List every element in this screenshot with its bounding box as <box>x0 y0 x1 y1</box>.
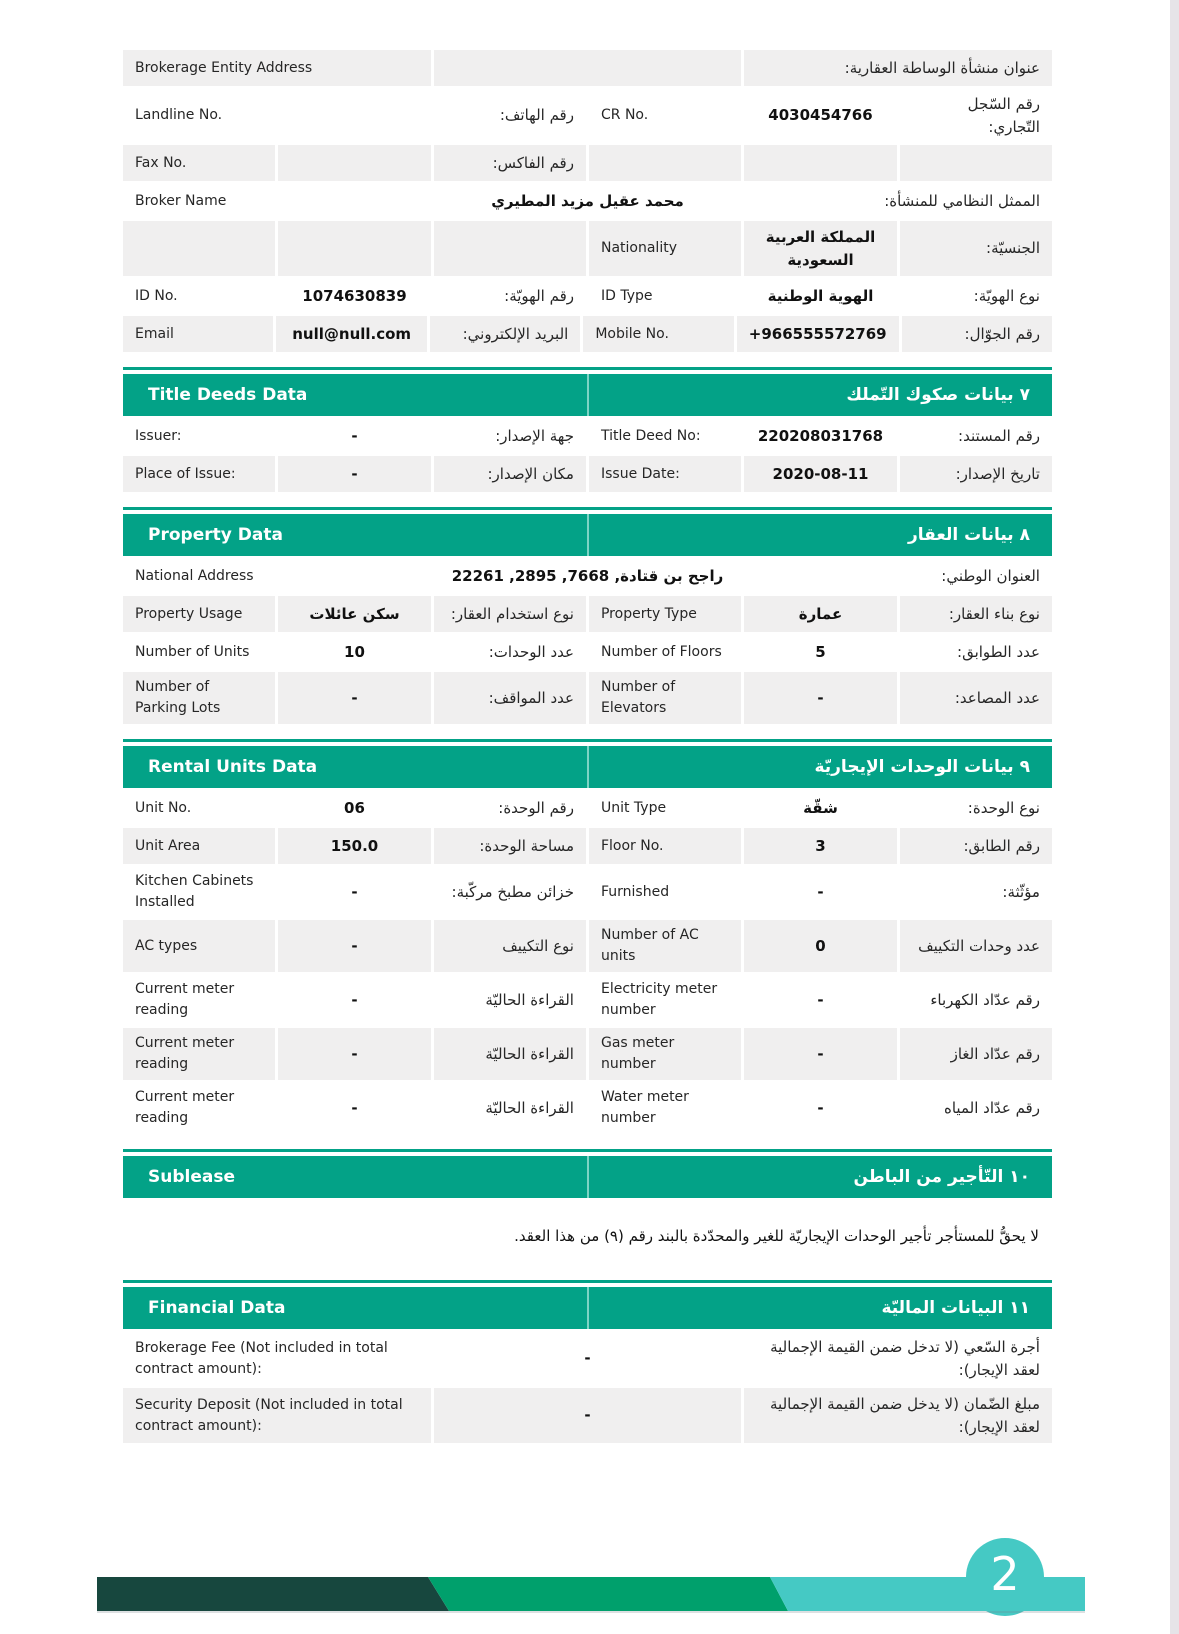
label-ar: نوع الهويّة: <box>973 286 1040 305</box>
label-en: ID No. <box>135 287 178 304</box>
section-title-ar: ١٠ التّأجير من الباطن <box>589 1156 1053 1198</box>
label-en: AC types <box>123 920 275 972</box>
value: null@null.com <box>276 316 426 352</box>
table-row <box>123 183 1052 219</box>
value <box>278 88 430 143</box>
section-topline <box>123 507 1052 510</box>
table-row <box>123 456 1052 492</box>
rental-units-table <box>123 790 1052 1134</box>
table-row <box>123 558 1052 594</box>
value: 06 <box>344 798 365 817</box>
section-title-en: Property Data <box>123 514 587 556</box>
label-ar: نوع استخدام العقار: <box>434 596 586 632</box>
section-title-en: Financial Data <box>123 1287 587 1329</box>
label-en: Floor No. <box>589 828 741 864</box>
table-row <box>123 418 1052 454</box>
label-ar: عدد المواقف: <box>434 672 586 724</box>
value: - <box>817 882 824 901</box>
value: - <box>351 882 358 901</box>
label-ar: خزائن مطبخ مركّبة: <box>451 882 574 901</box>
sublease-clause-text: لا يحقُّ للمستأجر تأجير الوحدات الإيجاريّة للغير والمحدّدة بالبند رقم (٩) من هذا العقد. <box>514 1227 1039 1245</box>
label-en: CR No. <box>600 107 649 123</box>
value <box>278 145 430 181</box>
table-row <box>123 974 1052 1026</box>
label-ar: رقم المستند: <box>958 426 1040 445</box>
label-ar: رقم عدّاد المياه <box>944 1098 1040 1117</box>
label-en: Electricity meter number <box>600 981 718 1018</box>
label-ar: الممثل النظامي للمنشأة: <box>884 191 1040 210</box>
label-en: Kitchen Cabinets Installed <box>135 873 254 910</box>
value: +966555572769 <box>737 316 899 352</box>
table-row <box>123 145 1052 181</box>
value: راجح بن قتادة, 7668, 2895, 22261 <box>451 566 724 585</box>
label-en: Property Type <box>589 596 741 632</box>
section-title-en: Sublease <box>123 1156 587 1198</box>
section-header <box>123 746 1052 788</box>
value: 1074630839 <box>302 286 407 305</box>
label-ar: مبلغ الضّمان (لا يدخل ضمن القيمة الإجمالية لعقد الإيجار): <box>744 1388 1052 1443</box>
value: 4030454766 <box>768 106 873 125</box>
table-row <box>123 221 1052 276</box>
label-en: Unit Type <box>600 799 667 816</box>
value: 5 <box>815 642 826 661</box>
value: - <box>744 672 896 724</box>
table-row <box>123 790 1052 826</box>
label-en: Issuer: <box>135 427 182 444</box>
value: 3 <box>744 828 896 864</box>
table-row <box>123 634 1052 670</box>
value: - <box>351 990 358 1009</box>
value: 150.0 <box>278 828 430 864</box>
value: - <box>817 990 824 1009</box>
section-sublease <box>123 1149 1052 1248</box>
label-ar: عنوان منشأة الوساطة العقارية: <box>744 50 1052 86</box>
table-row <box>123 1082 1052 1134</box>
table-row <box>123 1028 1052 1080</box>
label-ar: رقم الهويّة: <box>504 286 574 305</box>
label-en: Current meter reading <box>135 1089 235 1126</box>
section-topline <box>123 739 1052 742</box>
label-en: Unit Area <box>123 828 275 864</box>
label-ar: مؤثّثة: <box>1002 882 1040 901</box>
label-en: ID Type <box>600 287 653 304</box>
table-row <box>123 1388 1052 1443</box>
value: - <box>351 1098 358 1117</box>
label-en: Issue Date: <box>589 456 741 492</box>
section-title-ar: ٩ بيانات الوحدات الإيجاريّة <box>589 746 1053 788</box>
label-ar: عدد وحدات التكييف <box>900 920 1052 972</box>
value: 0 <box>744 920 896 972</box>
label-ar: رقم الطابق: <box>900 828 1052 864</box>
value: - <box>817 1098 824 1117</box>
label-en: Fax No. <box>123 145 275 181</box>
value: الهوية الوطنية <box>767 286 874 305</box>
section-property <box>123 507 1052 724</box>
label-en: Number of Floors <box>600 643 722 660</box>
label-ar: رقم الهاتف: <box>499 106 574 125</box>
value: شقّة <box>803 798 838 817</box>
value: - <box>278 456 430 492</box>
label-ar: رقم عدّاد الكهرباء <box>930 990 1040 1009</box>
label-en: Unit No. <box>135 799 192 816</box>
value: - <box>584 1349 591 1368</box>
label-ar: عدد الطوابق: <box>957 642 1040 661</box>
broker-info-table <box>123 50 1052 352</box>
label-ar <box>900 145 1052 181</box>
title-deeds-table <box>123 418 1052 492</box>
label-en: Current meter reading <box>135 981 235 1018</box>
label-en: National Address <box>135 567 254 584</box>
value <box>278 221 430 276</box>
value: محمد عقيل مزيد المطيري <box>491 191 684 210</box>
section-title-deeds <box>123 367 1052 492</box>
table-row <box>123 1331 1052 1386</box>
label-ar: رقم عدّاد الغاز <box>900 1028 1052 1080</box>
label-ar: رقم السّجل التّجاري: <box>967 95 1040 136</box>
label-en: Number of AC units <box>589 920 741 972</box>
section-title-en: Title Deeds Data <box>123 374 587 416</box>
value: 2020-08-11 <box>744 456 896 492</box>
section-title-ar: ١١ البيانات الماليّة <box>589 1287 1053 1329</box>
section-topline <box>123 1280 1052 1283</box>
value <box>744 145 896 181</box>
value: - <box>434 1388 742 1443</box>
label-en: Furnished <box>600 883 670 900</box>
table-row <box>123 88 1052 143</box>
label-en: Place of Issue: <box>123 456 275 492</box>
value: 220208031768 <box>757 426 884 445</box>
label-en: Gas meter number <box>589 1028 741 1080</box>
table-row <box>123 316 1052 352</box>
section-header <box>123 1287 1052 1329</box>
table-row <box>123 278 1052 314</box>
label-en: Brokerage Fee (Not included in total contract amount): <box>135 1339 388 1377</box>
label-ar: تاريخ الإصدار: <box>900 456 1052 492</box>
label-ar: نوع بناء العقار: <box>900 596 1052 632</box>
label-en: Brokerage Entity Address <box>123 50 431 86</box>
label-en: Current meter reading <box>123 1028 275 1080</box>
value <box>434 50 742 86</box>
page-edge-strip <box>1170 0 1179 1634</box>
label-ar: عدد المصاعد: <box>900 672 1052 724</box>
financial-table <box>123 1331 1052 1443</box>
label-ar: عدد الوحدات: <box>488 642 574 661</box>
label-ar: أجرة السّعي (لا تدخل ضمن القيمة الإجمالية لعقد الإيجار): <box>770 1338 1040 1379</box>
value: - <box>278 1028 430 1080</box>
table-row <box>123 920 1052 972</box>
label-ar: القراءة الحاليّة <box>485 1098 574 1117</box>
section-title-ar: ٨ بيانات العقار <box>589 514 1053 556</box>
value: المملكة العربية السعودية <box>744 221 896 276</box>
label-ar: رقم الجوّال: <box>902 316 1052 352</box>
section-topline <box>123 367 1052 370</box>
label-en <box>123 221 275 276</box>
label-ar: رقم الوحدة: <box>498 798 574 817</box>
section-financial <box>123 1280 1052 1443</box>
section-header <box>123 1156 1052 1198</box>
label-ar: رقم الفاكس: <box>434 145 586 181</box>
table-row <box>123 828 1052 864</box>
label-en: Title Deed No: <box>600 427 701 444</box>
label-ar: البريد الإلكتروني: <box>430 316 580 352</box>
label-en: Landline No. <box>135 107 223 123</box>
section-rental-units <box>123 739 1052 1134</box>
label-en: Property Usage <box>123 596 275 632</box>
page-number: 2 <box>990 1547 1020 1601</box>
label-ar: العنوان الوطني: <box>941 566 1040 585</box>
label-ar: جهة الإصدار: <box>495 426 574 445</box>
label-ar: نوع الوحدة: <box>967 798 1040 817</box>
value: - <box>278 672 430 724</box>
document-body <box>123 0 1052 1445</box>
label-en <box>589 145 741 181</box>
label-ar: مساحة الوحدة: <box>434 828 586 864</box>
footer-ribbon <box>97 1577 1085 1611</box>
label-en: Number of Units <box>135 643 250 660</box>
label-en: Water meter number <box>600 1089 689 1126</box>
label-ar: الجنسيّة: <box>900 221 1052 276</box>
value: 10 <box>344 642 365 661</box>
section-header <box>123 514 1052 556</box>
section-topline <box>123 1149 1052 1152</box>
value: عمارة <box>744 596 896 632</box>
label-en: Nationality <box>589 221 741 276</box>
value: - <box>744 1028 896 1080</box>
label-en: Security Deposit (Not included in total contract amount): <box>123 1388 431 1443</box>
table-row <box>123 866 1052 918</box>
table-row <box>123 672 1052 724</box>
table-row <box>123 50 1052 86</box>
label-en: Number of Parking Lots <box>123 672 275 724</box>
label-en: Email <box>123 316 273 352</box>
label-ar: القراءة الحاليّة <box>434 1028 586 1080</box>
value: - <box>351 426 358 445</box>
table-row <box>123 596 1052 632</box>
value: - <box>278 920 430 972</box>
label-en: Mobile No. <box>583 316 733 352</box>
label-ar: نوع التكييف <box>434 920 586 972</box>
label-ar: مكان الإصدار: <box>434 456 586 492</box>
section-header <box>123 374 1052 416</box>
section-title-ar: ٧ بيانات صكوك التّملك <box>589 374 1053 416</box>
section-title-en: Rental Units Data <box>123 746 587 788</box>
label-ar: القراءة الحاليّة <box>485 990 574 1009</box>
label-en: Number of Elevators <box>589 672 741 724</box>
value: سكن عائلات <box>278 596 430 632</box>
property-table <box>123 558 1052 724</box>
label-en: Broker Name <box>135 192 227 209</box>
label-ar <box>434 221 586 276</box>
